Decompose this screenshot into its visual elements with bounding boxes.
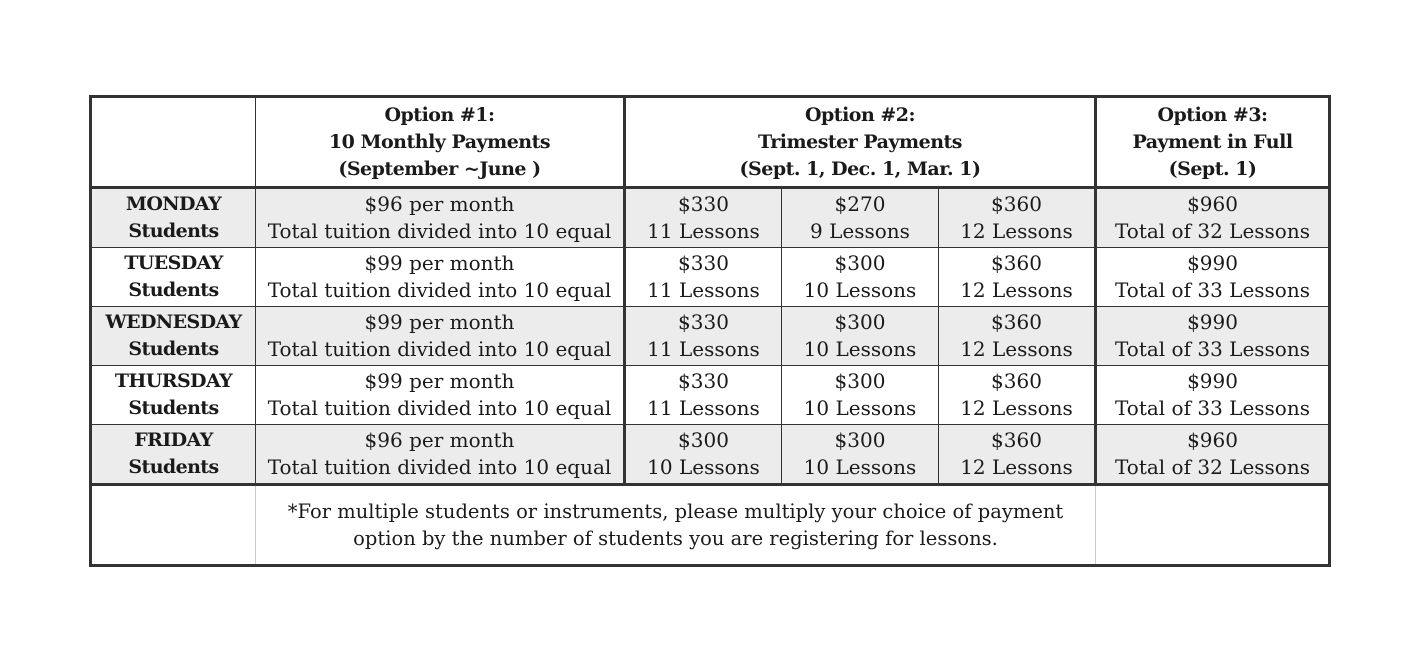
- students-label: Students: [128, 279, 219, 301]
- trimester-cell: [625, 366, 782, 425]
- trimester-lessons: 11 Lessons: [647, 337, 760, 361]
- monthly-price: $99 per month: [364, 251, 515, 275]
- trimester-cell: [625, 307, 782, 366]
- option3-subtitle: Payment in Full: [1132, 130, 1293, 153]
- trimester-cell: [625, 248, 782, 307]
- monthly-cell: [256, 307, 625, 366]
- table-row-tuesday: [91, 248, 1330, 307]
- full-payment-cell: [1096, 425, 1330, 485]
- trimester-cell: [939, 307, 1096, 366]
- trimester-price: $330: [678, 251, 729, 275]
- full-price: $990: [1187, 369, 1238, 393]
- trimester-lessons: 12 Lessons: [960, 396, 1073, 420]
- table-row-friday: [91, 425, 1330, 485]
- trimester-price: $360: [991, 251, 1042, 275]
- option3-title: Option #3:: [1157, 103, 1268, 126]
- trimester-cell: [939, 188, 1096, 248]
- full-lessons: Total of 33 Lessons: [1115, 278, 1310, 302]
- header-row: [91, 97, 1330, 188]
- monthly-cell: [256, 188, 625, 248]
- monthly-price: $99 per month: [364, 310, 515, 334]
- full-price: $990: [1187, 310, 1238, 334]
- trimester-price: $360: [991, 369, 1042, 393]
- trimester-lessons: 11 Lessons: [647, 278, 760, 302]
- trimester-price: $300: [834, 310, 886, 334]
- full-payment-cell: [1096, 307, 1330, 366]
- footnote-blank-right: [1096, 485, 1330, 566]
- day-cell: [91, 188, 256, 248]
- full-payment-cell: [1096, 366, 1330, 425]
- monthly-note: Total tuition divided into 10 equal: [267, 278, 612, 302]
- option1-header: [256, 97, 625, 188]
- tuition-table: [89, 95, 1331, 567]
- footnote-row: [91, 485, 1330, 566]
- trimester-lessons: 10 Lessons: [803, 337, 917, 361]
- day-label: TUESDAY: [124, 252, 223, 274]
- option3-dates: (Sept. 1): [1168, 157, 1257, 180]
- trimester-price: $300: [678, 428, 729, 452]
- trimester-price: $300: [834, 251, 886, 275]
- trimester-price: $270: [834, 192, 886, 216]
- trimester-price: $330: [678, 192, 729, 216]
- trimester-lessons: 10 Lessons: [803, 278, 917, 302]
- students-label: Students: [128, 456, 219, 478]
- trimester-price: $360: [991, 192, 1042, 216]
- monthly-note: Total tuition divided into 10 equal: [267, 396, 612, 420]
- option1-subtitle: 10 Monthly Payments: [328, 130, 551, 153]
- footnote-line-2: option by the number of students you are registering for lessons.: [353, 527, 998, 550]
- day-cell: [91, 366, 256, 425]
- full-price: $990: [1187, 251, 1238, 275]
- trimester-price: $360: [991, 310, 1042, 334]
- option2-title: Option #2:: [804, 103, 916, 126]
- trimester-lessons: 11 Lessons: [647, 219, 760, 243]
- full-payment-cell: [1096, 188, 1330, 248]
- students-label: Students: [128, 220, 219, 242]
- trimester-lessons: 10 Lessons: [803, 455, 917, 479]
- full-lessons: Total of 32 Lessons: [1115, 455, 1310, 479]
- trimester-price: $330: [678, 369, 729, 393]
- trimester-lessons: 12 Lessons: [960, 455, 1073, 479]
- trimester-lessons: 12 Lessons: [960, 278, 1073, 302]
- full-payment-cell: [1096, 248, 1330, 307]
- monthly-cell: [256, 366, 625, 425]
- trimester-lessons: 12 Lessons: [960, 337, 1073, 361]
- full-lessons: Total of 33 Lessons: [1115, 337, 1310, 361]
- table-row-wednesday: [91, 307, 1330, 366]
- day-label: THURSDAY: [114, 370, 233, 392]
- footnote-line-1: *For multiple students or instruments, please multiply your choice of payment: [287, 500, 1064, 523]
- trimester-cell: [939, 248, 1096, 307]
- monthly-cell: [256, 248, 625, 307]
- trimester-price: $300: [834, 428, 886, 452]
- trimester-cell: [782, 248, 939, 307]
- trimester-cell: [939, 425, 1096, 485]
- trimester-price: $330: [678, 310, 729, 334]
- trimester-cell: [782, 366, 939, 425]
- trimester-lessons: 10 Lessons: [803, 396, 917, 420]
- trimester-lessons: 11 Lessons: [647, 396, 760, 420]
- monthly-note: Total tuition divided into 10 equal: [267, 455, 612, 479]
- students-label: Students: [128, 338, 219, 360]
- day-label: WEDNESDAY: [105, 311, 242, 333]
- header-corner-cell: [91, 97, 256, 188]
- trimester-cell: [939, 366, 1096, 425]
- monthly-note: Total tuition divided into 10 equal: [267, 337, 612, 361]
- option2-subtitle: Trimester Payments: [758, 130, 962, 153]
- option2-header: [625, 97, 1096, 188]
- full-price: $960: [1187, 428, 1238, 452]
- full-lessons: Total of 33 Lessons: [1115, 396, 1310, 420]
- footnote-cell: [256, 485, 1096, 566]
- table-row-monday: [91, 188, 1330, 248]
- trimester-cell: [782, 425, 939, 485]
- option1-title: Option #1:: [384, 103, 495, 126]
- trimester-lessons: 12 Lessons: [960, 219, 1073, 243]
- students-label: Students: [128, 397, 219, 419]
- option3-header: [1096, 97, 1330, 188]
- trimester-price: $300: [834, 369, 886, 393]
- day-cell: [91, 425, 256, 485]
- trimester-price: $360: [991, 428, 1042, 452]
- option2-dates: (Sept. 1, Dec. 1, Mar. 1): [739, 157, 981, 180]
- trimester-lessons: 9 Lessons: [810, 219, 910, 243]
- trimester-lessons: 10 Lessons: [647, 455, 760, 479]
- monthly-price: $99 per month: [364, 369, 515, 393]
- trimester-cell: [782, 188, 939, 248]
- table-row-thursday: [91, 366, 1330, 425]
- monthly-price: $96 per month: [364, 192, 515, 216]
- trimester-cell: [782, 307, 939, 366]
- full-price: $960: [1187, 192, 1238, 216]
- option1-dates: (September ~June ): [338, 157, 541, 180]
- trimester-cell: [625, 425, 782, 485]
- footnote-blank-left: [91, 485, 256, 566]
- monthly-cell: [256, 425, 625, 485]
- day-cell: [91, 307, 256, 366]
- day-label: FRIDAY: [134, 429, 213, 451]
- full-lessons: Total of 32 Lessons: [1115, 219, 1310, 243]
- monthly-note: Total tuition divided into 10 equal: [267, 219, 612, 243]
- day-cell: [91, 248, 256, 307]
- trimester-cell: [625, 188, 782, 248]
- day-label: MONDAY: [125, 193, 222, 215]
- monthly-price: $96 per month: [364, 428, 515, 452]
